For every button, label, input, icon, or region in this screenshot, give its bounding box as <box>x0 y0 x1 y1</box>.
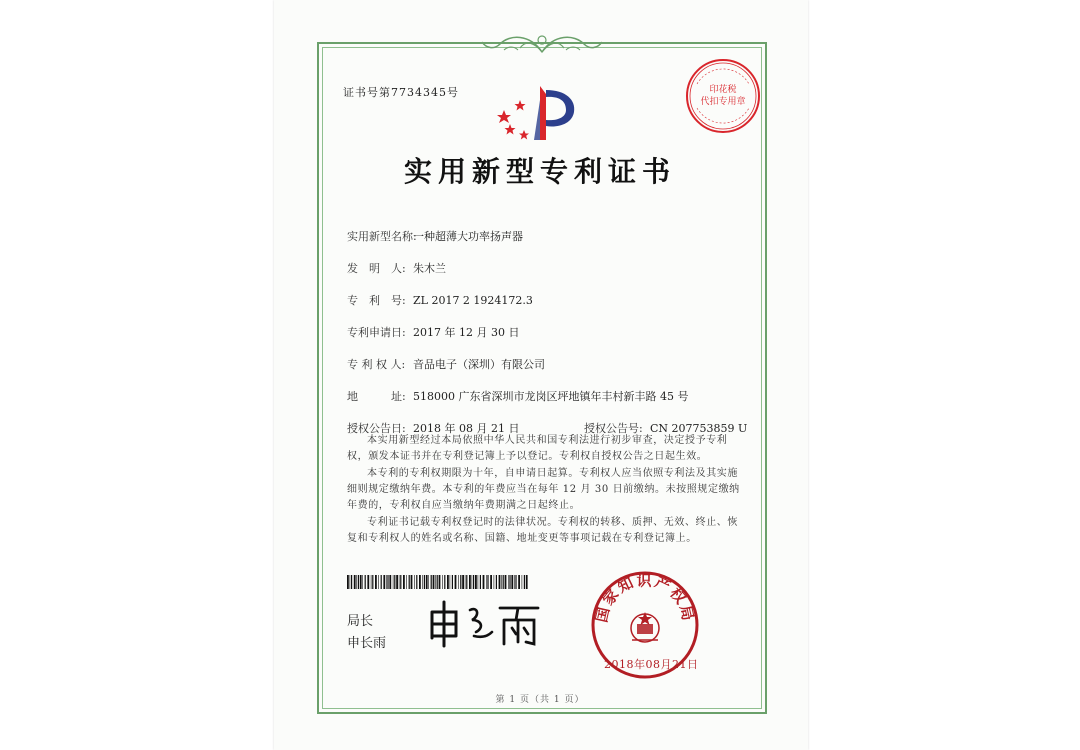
body-paragraph-1: 本实用新型经过本局依照中华人民共和国专利法进行初步审查，决定授予专利权，颁发本证书并在专利登记簿上予以登记。专利权自授权公告之日起生效。 <box>347 435 728 462</box>
field-grant-no-label: 授权公告号: <box>584 422 643 435</box>
field-grant-date-label: 授权公告日: <box>347 422 406 435</box>
field-name-label: 实用新型名称: <box>347 230 417 243</box>
field-filing-date-value: 2017 年 12 月 30 日 <box>413 326 520 339</box>
field-grant-no-value: CN 207753859 U <box>650 422 748 435</box>
tax-stamp <box>683 56 763 136</box>
field-filing-date-label: 专利申请日: <box>347 326 406 339</box>
field-name <box>347 228 523 244</box>
field-inventor-label: 发 明 人: <box>347 262 406 275</box>
certificate-body <box>347 433 742 548</box>
tax-stamp-text-2: 代扣专用章 <box>700 97 746 107</box>
field-patentee <box>347 356 545 372</box>
certificate-title: 实用新型专利证书 <box>403 155 676 188</box>
field-inventor <box>347 260 446 276</box>
field-address <box>347 388 688 404</box>
field-inventor-value: 朱木兰 <box>413 262 446 275</box>
field-address-value: 518000 广东省深圳市龙岗区坪地镇年丰村新丰路 45 号 <box>413 390 689 403</box>
certificate-number: 证书号第7734345号 <box>343 86 459 99</box>
handwritten-signature <box>426 598 546 648</box>
body-paragraph-3: 专利证书记载专利权登记时的法律状况。专利权的转移、质押、无效、终止、恢复和专利权人的姓名或名称、国籍、地址变更等事项记载在专利登记簿上。 <box>347 517 738 544</box>
body-paragraph-2: 本专利的专利权期限为十年，自申请日起算。专利权人应当依照专利法及其实施细则规定缴纳年费。本专利的年费应当在每年 12 月 30 日前缴纳。未按照规定缴纳年费的，专利权自应当缴纳年费期满之日起终止。 <box>347 468 740 511</box>
patent-office-logo-icon <box>496 80 586 144</box>
field-patent-no-value: ZL 2017 2 1924172.3 <box>413 294 533 307</box>
field-grant-date-value: 2018 年 08 月 21 日 <box>413 422 520 435</box>
field-patent-no <box>347 292 533 308</box>
seal-date: 2018年08月21日 <box>604 658 699 671</box>
field-address-label: 地 址: <box>347 390 406 403</box>
page-number: 第 1 页（共 1 页） <box>495 695 585 705</box>
field-patent-no-label: 专 利 号: <box>347 294 406 307</box>
field-patentee-value: 音品电子（深圳）有限公司 <box>413 358 545 371</box>
ornament-icon <box>480 30 604 58</box>
field-filing-date <box>347 324 519 340</box>
seal-text: 国家知识产权局 <box>592 571 698 625</box>
field-patentee-label: 专 利 权 人: <box>347 358 406 371</box>
field-name-value: 一种超薄大功率扬声器 <box>413 230 523 243</box>
signature-title: 局长 <box>347 614 374 629</box>
signature-name: 申长雨 <box>347 636 387 651</box>
barcode <box>347 575 529 589</box>
tax-stamp-text-1: 印花税 <box>709 85 737 95</box>
